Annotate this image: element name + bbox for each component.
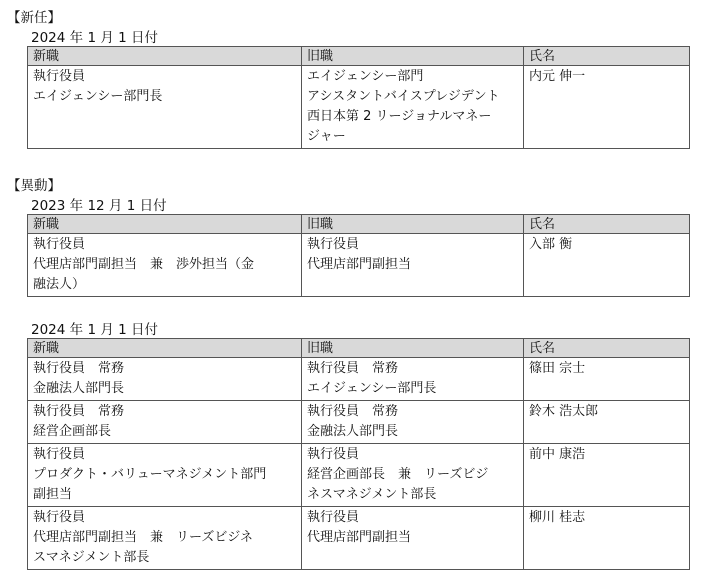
- new-position-cell: [28, 66, 302, 149]
- header-new-position: 新職: [28, 215, 302, 234]
- new-position-cell: [28, 234, 302, 297]
- header-name: 氏名: [524, 339, 690, 358]
- header-name: 氏名: [524, 215, 690, 234]
- header-new-position: 新職: [28, 339, 302, 358]
- transfer-table-2024: [27, 338, 690, 570]
- person-name-cell: 柳川 桂志: [524, 507, 690, 570]
- transfer-table-2023: [27, 214, 690, 297]
- cell-line: 代理店部門副担当: [307, 257, 412, 272]
- cell-line: 執行役員: [33, 237, 86, 252]
- section-title-new-appointment: 【新任】: [7, 10, 61, 26]
- cell-line: アシスタントバイスプレジデント: [307, 89, 500, 104]
- table-header-row: [28, 215, 690, 234]
- cell-line: 金融法人部門長: [33, 381, 125, 396]
- cell-line: 経営企画部長: [33, 424, 112, 439]
- old-position-cell: [302, 444, 524, 507]
- cell-line: 代理店部門副担当 兼 渉外担当（金: [33, 257, 255, 272]
- header-new-position: 新職: [28, 47, 302, 66]
- table-row: [28, 507, 690, 570]
- cell-line: 執行役員 常務: [33, 361, 125, 376]
- cell-line: 執行役員: [307, 447, 360, 462]
- section-title-transfer: 【異動】: [7, 178, 61, 194]
- cell-line: 経営企画部長 兼 リーズビジ: [307, 467, 489, 482]
- new-position-cell: [28, 358, 302, 401]
- cell-line: 執行役員: [33, 510, 86, 525]
- appointment-table: [27, 46, 690, 149]
- cell-line: エイジェンシー部門長: [33, 89, 163, 104]
- cell-line: 執行役員: [307, 237, 360, 252]
- header-old-position: 旧職: [302, 47, 524, 66]
- table-row: [28, 444, 690, 507]
- table-header-row: [28, 339, 690, 358]
- person-name-cell: 篠田 宗士: [524, 358, 690, 401]
- effective-date: 2024 年 1 月 1 日付: [31, 30, 158, 46]
- header-old-position: 旧職: [302, 215, 524, 234]
- old-position-cell: [302, 234, 524, 297]
- person-name-cell: 鈴木 浩太郎: [524, 401, 690, 444]
- cell-line: ジャー: [307, 129, 346, 144]
- header-name: 氏名: [524, 47, 690, 66]
- new-position-cell: [28, 507, 302, 570]
- cell-line: エイジェンシー部門: [307, 69, 424, 84]
- cell-line: 執行役員 常務: [33, 404, 125, 419]
- table-header-row: [28, 47, 690, 66]
- old-position-cell: [302, 66, 524, 149]
- cell-line: ネスマネジメント部長: [307, 487, 437, 502]
- cell-line: 副担当: [33, 487, 73, 502]
- table-row: [28, 358, 690, 401]
- effective-date: 2024 年 1 月 1 日付: [31, 322, 158, 338]
- person-name-cell: 入部 衡: [524, 234, 690, 297]
- new-position-cell: [28, 444, 302, 507]
- cell-line: 代理店部門副担当 兼 リーズビジネ: [33, 530, 253, 545]
- cell-line: 執行役員: [307, 510, 360, 525]
- cell-line: 執行役員 常務: [307, 361, 399, 376]
- new-position-cell: [28, 401, 302, 444]
- cell-line: 執行役員 常務: [307, 404, 399, 419]
- cell-line: エイジェンシー部門長: [307, 381, 437, 396]
- table-row: [28, 66, 690, 149]
- header-old-position: 旧職: [302, 339, 524, 358]
- cell-line: プロダクト・バリューマネジメント部門: [33, 467, 267, 482]
- old-position-cell: [302, 401, 524, 444]
- cell-line: 融法人）: [33, 277, 86, 292]
- cell-line: 執行役員: [33, 447, 86, 462]
- person-name-cell: 前中 康浩: [524, 444, 690, 507]
- cell-line: 執行役員: [33, 69, 86, 84]
- table-row: [28, 401, 690, 444]
- person-name-cell: 内元 伸一: [524, 66, 690, 149]
- old-position-cell: [302, 507, 524, 570]
- table-row: [28, 234, 690, 297]
- old-position-cell: [302, 358, 524, 401]
- cell-line: 代理店部門副担当: [307, 530, 412, 545]
- cell-line: 西日本第 2 リージョナルマネー: [307, 109, 492, 124]
- cell-line: スマネジメント部長: [33, 550, 150, 565]
- cell-line: 金融法人部門長: [307, 424, 399, 439]
- effective-date: 2023 年 12 月 1 日付: [31, 198, 167, 214]
